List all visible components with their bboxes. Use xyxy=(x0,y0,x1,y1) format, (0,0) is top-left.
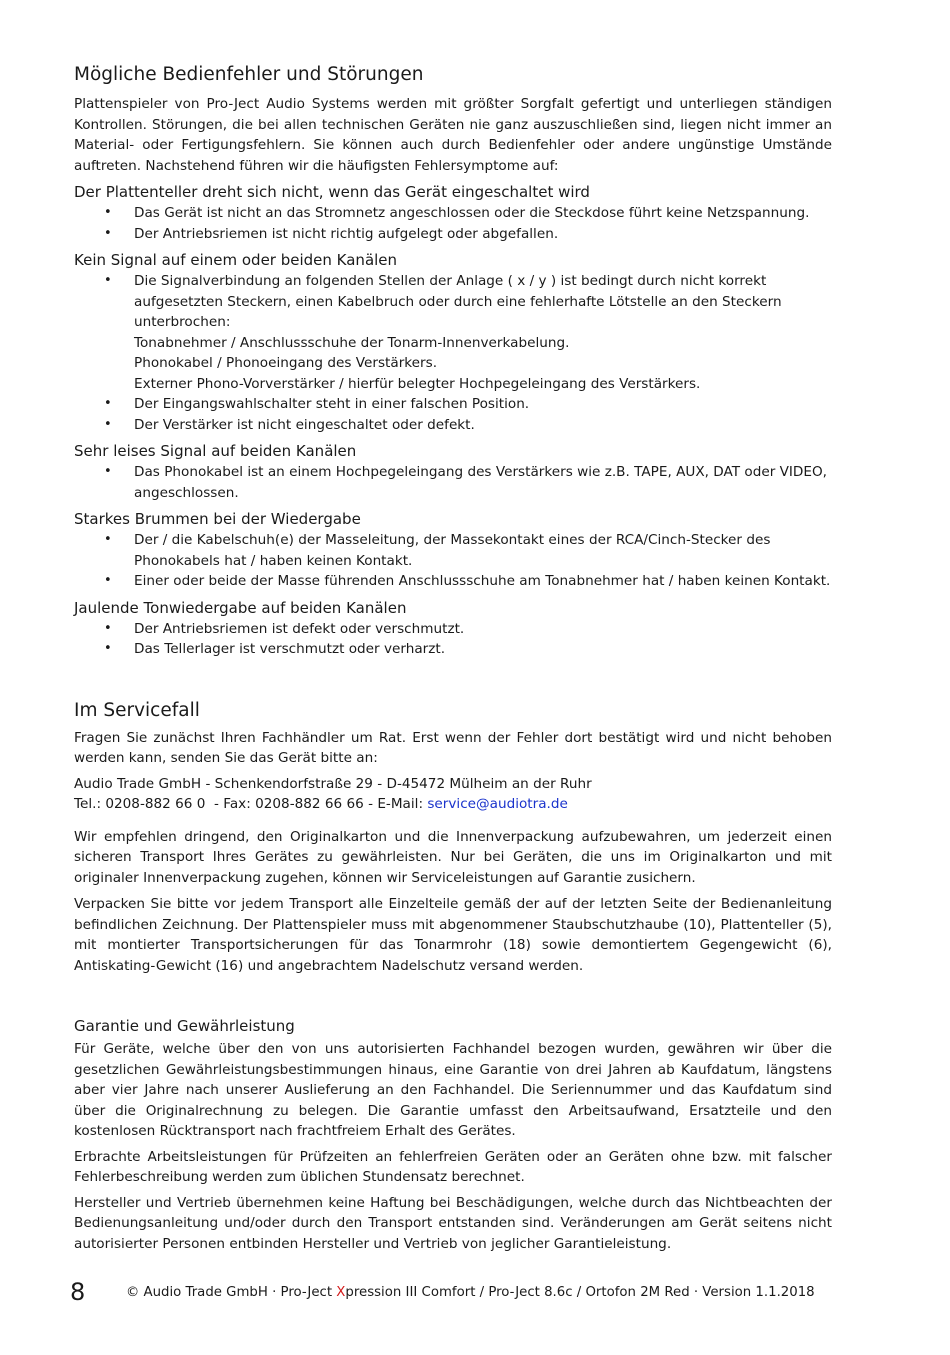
xpression-x-accent: X xyxy=(336,1285,346,1300)
service-paragraph-3: Verpacken Sie bitte vor jedem Transport alle Einzelteile gemäß der auf der letzten Seite der Bedienanleitung befindlichen Zeichnung. Der Plattenspieler muss mit abgenommener Staubschutzhaube (10), Plattenteller (5), mit montierter Transportsicherungen für das Tonarmrohr (18) sowie demontiertem Gegengewicht (6), Antiskating-Gewicht (16) und angebrachtem Nadelschutz versand werden. xyxy=(74,896,832,974)
fault-heading-no-signal: Kein Signal auf einem oder beiden Kanälen xyxy=(74,251,398,269)
list-item-text: Die Signalverbindung an folgenden Stellen der Anlage ( x / y ) ist bedingt durch nicht korrekt aufgesetzten Steckern, einen Kabelbruch oder durch eine fehlerhafte Lötstelle an den Steckern unterbrochen: xyxy=(134,273,782,330)
sub-item: Phonokabel / Phonoeingang des Verstärkers. xyxy=(134,355,438,371)
section-title-service: Im Servicefall xyxy=(74,699,200,721)
list-item: • Der / die Kabelschuh(e) der Masseleitung, der Massekontakt eines der RCA/Cinch-Stecker des Phonokabels hat / haben keinen Kontakt. xyxy=(74,530,832,571)
section-title-warranty: Garantie und Gewährleistung xyxy=(74,1017,295,1035)
footer-product-version: pression III Comfort / Pro-Ject 8.6c / Ortofon 2M Red · Version 1.1.2018 xyxy=(345,1285,815,1300)
fault-list-no-signal xyxy=(74,271,832,435)
page-number: 8 xyxy=(70,1278,86,1306)
warranty-paragraph-3: Hersteller und Vertrieb übernehmen keine Haftung bei Beschädigungen, welche durch das Nichtbeachten der Bedienungsanleitung und/oder durch den Transport entstanden sind. Veränderungen am Gerät seitens nicht autorisierter Personen entbinden Hersteller und Vertrieb von jeglicher Garantieleistung. xyxy=(74,1194,832,1252)
sub-item: Externer Phono-Vorverstärker / hierfür belegter Hochpegeleingang des Verstärkers. xyxy=(134,375,701,392)
warranty-paragraph-2: Erbrachte Arbeitsleistungen für Prüfzeiten an fehlerfreien Geräten oder an Geräten ohne bzw. mit falscher Fehlerbeschreibung werden zum üblichen Stundensatz berechnet. xyxy=(74,1148,832,1185)
troubleshooting-intro: Plattenspieler von Pro-Ject Audio Systems werden mit größter Sorgfalt gefertigt und unterliegen ständigen Kontrollen. Störungen, die bei allen technischen Geräten nie ganz auszuschließen sind, liegen nicht immer an Material- oder Fertigungsfehlern. Sie können auch durch Bedienfehler oder andere ungünstige Umstände auftreten. Nachstehend führen wir die häufigsten Fehlersymptome auf: xyxy=(74,96,832,174)
fault-list-wow xyxy=(74,619,832,660)
sub-item: Tonabnehmer / Anschlussschuhe der Tonarm-Innenverkabelung. xyxy=(134,334,570,351)
service-contact xyxy=(74,794,832,815)
service-address: Audio Trade GmbH - Schenkendorfstraße 29 - D-45472 Mülheim an der Ruhr xyxy=(74,775,592,792)
list-item: • Das Phonokabel ist an einem Hochpegeleingang des Verstärkers wie z.B. TAPE, AUX, DAT oder VIDEO, angeschlossen. xyxy=(74,462,832,503)
fault-heading-wow: Jaulende Tonwiedergabe auf beiden Kanälen xyxy=(74,598,407,617)
service-email-link[interactable]: service@audiotra.de xyxy=(427,796,568,812)
page-content xyxy=(74,62,832,1254)
fault-heading-hum: Starkes Brummen bei der Wiedergabe xyxy=(74,510,361,528)
service-contact-phone-fax: Tel.: 0208-882 66 0 - Fax: 0208-882 66 66 - E-Mail: xyxy=(74,796,428,812)
list-item xyxy=(74,271,832,394)
fault-heading-weak-signal: Sehr leises Signal auf beiden Kanälen xyxy=(74,442,357,460)
footer-copyright: © Audio Trade GmbH · Pro-Ject xyxy=(126,1285,337,1300)
footer-text xyxy=(126,1283,815,1303)
page-footer xyxy=(70,1278,830,1306)
fault-heading-platter: Der Plattenteller dreht sich nicht, wenn das Gerät eingeschaltet wird xyxy=(74,183,590,201)
list-item: • Einer oder beide der Masse führenden Anschlussschuhe am Tonabnehmer hat / haben keinen Kontakt. xyxy=(74,571,832,592)
fault-list-platter xyxy=(74,203,832,244)
list-item: • Der Antriebsriemen ist defekt oder verschmutzt. xyxy=(74,619,832,640)
warranty-paragraph-1: Für Geräte, welche über den von uns autorisierten Fachhandel bezogen wurden, gewähren wir über die gesetzlichen Gewährleistungsbestimmungen hinaus, eine Garantie von drei Jahren ab Kaufdatum, längstens aber vier Jahre nach unserer Auslieferung an den Fachhandel. Die Seriennummer und das Kaufdatum sind über die Originalrechnung zu belegen. Die Garantie umfasst den Arbeitsaufwand, Ersatzteile und den kostenlosen Rücktransport nach frachtfreiem Erhalt des Gerätes. xyxy=(74,1041,832,1139)
list-item: • Der Eingangswahlschalter steht in einer falschen Position. xyxy=(74,394,832,415)
list-item: • Der Antriebsriemen ist nicht richtig aufgelegt oder abgefallen. xyxy=(74,224,832,245)
fault-list-weak-signal xyxy=(74,462,832,503)
service-paragraph-1: Fragen Sie zunächst Ihren Fachhändler um Rat. Erst wenn der Fehler dort bestätigt wird und nicht behoben werden kann, senden Sie das Gerät bitte an: xyxy=(74,729,832,766)
list-item: • Der Verstärker ist nicht eingeschaltet oder defekt. xyxy=(74,415,832,436)
list-item: • Das Tellerlager ist verschmutzt oder verharzt. xyxy=(74,639,832,660)
section-title-troubleshooting: Mögliche Bedienfehler und Störungen xyxy=(74,64,424,85)
service-paragraph-2: Wir empfehlen dringend, den Originalkarton und die Innenverpackung aufzubewahren, um jederzeit einen sicheren Transport Ihres Gerätes zu gewährleisten. Nur bei Geräten, die uns im Originalkarton und mit originaler Innenverpackung zugehen, können wir Serviceleistungen auf Garantie zusichern. xyxy=(74,828,832,886)
fault-list-hum xyxy=(74,530,832,592)
list-item: • Das Gerät ist nicht an das Stromnetz angeschlossen oder die Steckdose führt keine Netzspannung. xyxy=(74,203,832,224)
